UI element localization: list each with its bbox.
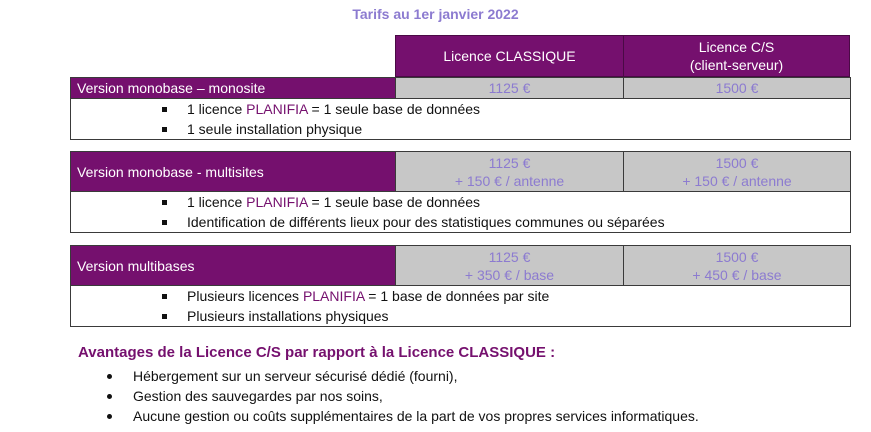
list-item: Aucune gestion ou coûts supplémentaires de la part de vos propres services informatiques. [105,406,699,426]
price-classique [396,78,624,98]
page-title: Tarifs au 1er janvier 2022 [352,6,519,22]
list-item: 1 licence PLANIFIA = 1 seule base de données [71,99,850,119]
advantages-title: Avantages de la Licence C/S par rapport à la Licence CLASSIQUE : [78,344,556,361]
list-item: Plusieurs licences PLANIFIA = 1 base de données par site [71,286,850,306]
column-header-classique-label: Licence CLASSIQUE [443,48,576,64]
price-cs [624,152,850,191]
price-classique [396,246,624,285]
column-header-cs-line1: Licence C/S [698,39,775,55]
price-line: + 450 € / base [692,266,782,283]
version-label: Version monobase – monosite [71,78,396,98]
bullet-icon [162,200,167,205]
version-label: Version multibases [71,246,396,285]
advantages-list [105,366,699,426]
list-item: Gestion des sauvegardes par nos soins, [105,386,699,406]
bullet-icon [107,394,112,399]
price-line: 1125 € [488,248,531,265]
bullet-icon [162,107,167,112]
price-line: 1500 € [715,80,759,96]
bullet-icon [162,294,167,299]
bullet-icon [107,414,112,419]
price-cs [624,246,850,285]
bullet-icon [162,220,167,225]
list-item: Identification de différents lieux pour des statistiques communes ou séparées [71,212,850,232]
version-label: Version monobase - multisites [71,152,396,191]
price-line: 1125 € [488,154,531,171]
version-block-multisites [70,151,851,233]
version-block-monosite [70,77,851,140]
list-item: 1 seule installation physique [71,119,850,139]
price-line: + 150 € / antenne [682,172,792,189]
price-line: 1500 € [715,154,759,171]
list-item: Hébergement sur un serveur sécurisé dédié (fourni), [105,366,699,386]
column-header-cs-line2: (client-serveur) [689,57,784,73]
bullet-icon [162,127,167,132]
list-item: 1 licence PLANIFIA = 1 seule base de données [71,192,850,212]
price-line: 1500 € [715,248,759,265]
price-classique [396,152,624,191]
column-header-classique [395,35,624,77]
column-header-cs [623,35,850,77]
price-line: + 350 € / base [464,266,555,283]
feature-list [71,99,850,139]
price-line: + 150 € / antenne [454,172,565,189]
price-cs [624,78,850,98]
price-line: 1125 € [488,80,531,96]
bullet-icon [162,314,167,319]
feature-list [71,192,850,232]
list-item: Plusieurs installations physiques [71,306,850,326]
bullet-icon [107,374,112,379]
version-block-multibases [70,245,851,327]
feature-list [71,286,850,326]
